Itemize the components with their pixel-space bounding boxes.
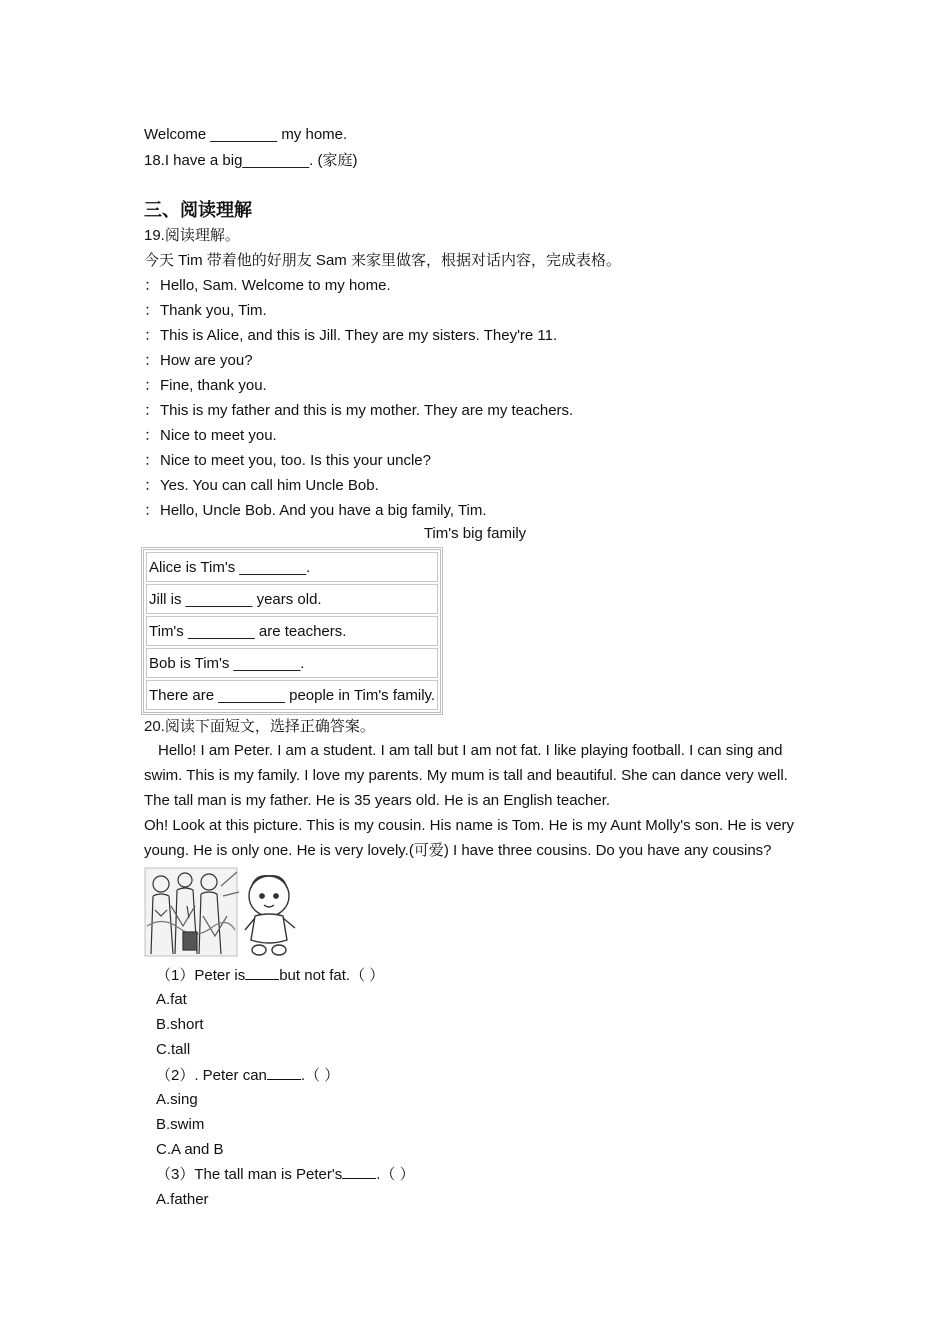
table-title: Tim's big family — [423, 525, 527, 542]
table-row — [146, 648, 438, 678]
dialogue-line: ：Fine, thank you. — [144, 377, 267, 394]
welcome-line: Welcome ________ my home. — [144, 126, 348, 143]
family-group-sketch — [145, 868, 239, 956]
table-cell: Alice is Tim's ________. — [146, 552, 438, 582]
dialogue-line: ：How are you? — [144, 352, 253, 369]
option: C.A and B — [156, 1141, 224, 1158]
table-cell: Tim's ________ are teachers. — [146, 616, 438, 646]
table-row — [146, 616, 438, 646]
option: C.tall — [156, 1041, 191, 1058]
answer-blank — [342, 1165, 376, 1179]
table-row — [146, 680, 438, 710]
section-heading: 三、阅读理解 — [144, 200, 252, 220]
dialogue-line: ：Nice to meet you. — [144, 427, 277, 444]
question-18: 18.I have a big________. (家庭) — [144, 152, 358, 169]
table-cell: Jill is ________ years old. — [146, 584, 438, 614]
question-20-title: 20.阅读下面短文，选择正确答案。 — [144, 718, 375, 735]
option: A.sing — [156, 1091, 198, 1108]
table-cell: There are ________ people in Tim's family. — [146, 680, 438, 710]
option: B.short — [156, 1016, 204, 1033]
passage-paragraph-2: Oh! Look at this picture. This is my cousin. His name is Tom. He is my Aunt Molly's son. He is very young. He is only one. He is very lovely.(可爱) I have three cousins. Do you have any cousins? — [144, 817, 795, 859]
passage-paragraph-1: Hello! I am Peter. I am a student. I am tall but I am not fat. I like playing football. I can sing and swim. This is my family. I love my parents. My mum is tall and beautiful. She can dance very well. The tall man is my father. He is 35 years old. He is an English teacher. — [144, 742, 788, 809]
table-row — [146, 552, 438, 582]
dialogue-line: ：Thank you, Tim. — [144, 302, 267, 319]
dialogue-line: ：Nice to meet you, too. Is this your uncle? — [144, 452, 431, 469]
option: A.fat — [156, 991, 187, 1008]
question-19-intro: 今天 Tim 带着他的好朋友 Sam 来家里做客，根据对话内容，完成表格。 — [144, 252, 621, 269]
dialogue-line: ：This is my father and this is my mother. They are my teachers. — [144, 402, 574, 419]
dialogue-line: ：Yes. You can call him Uncle Bob. — [144, 477, 379, 494]
dialogue-line: ：Hello, Sam. Welcome to my home. — [144, 277, 391, 294]
baby-sketch — [245, 876, 295, 955]
family-cousin-illustration — [143, 866, 303, 960]
dialogue-line: ：This is Alice, and this is Jill. They are my sisters. They're 11. — [144, 327, 558, 344]
table-row — [146, 584, 438, 614]
answer-blank — [245, 966, 279, 980]
question-19-title: 19.阅读理解。 — [144, 227, 240, 244]
sub-question-2: （2）. Peter can .（ ） — [156, 1067, 340, 1084]
answer-blank — [267, 1066, 301, 1080]
sub-question-3: （3）The tall man is Peter's .（ ） — [156, 1166, 415, 1183]
option: A.father — [156, 1191, 209, 1208]
option: B.swim — [156, 1116, 205, 1133]
sub-question-1: （1）Peter is but not fat.（ ） — [156, 967, 385, 984]
family-table — [141, 547, 443, 715]
table-cell: Bob is Tim's ________. — [146, 648, 438, 678]
dialogue-line: ：Hello, Uncle Bob. And you have a big family, Tim. — [144, 502, 487, 519]
